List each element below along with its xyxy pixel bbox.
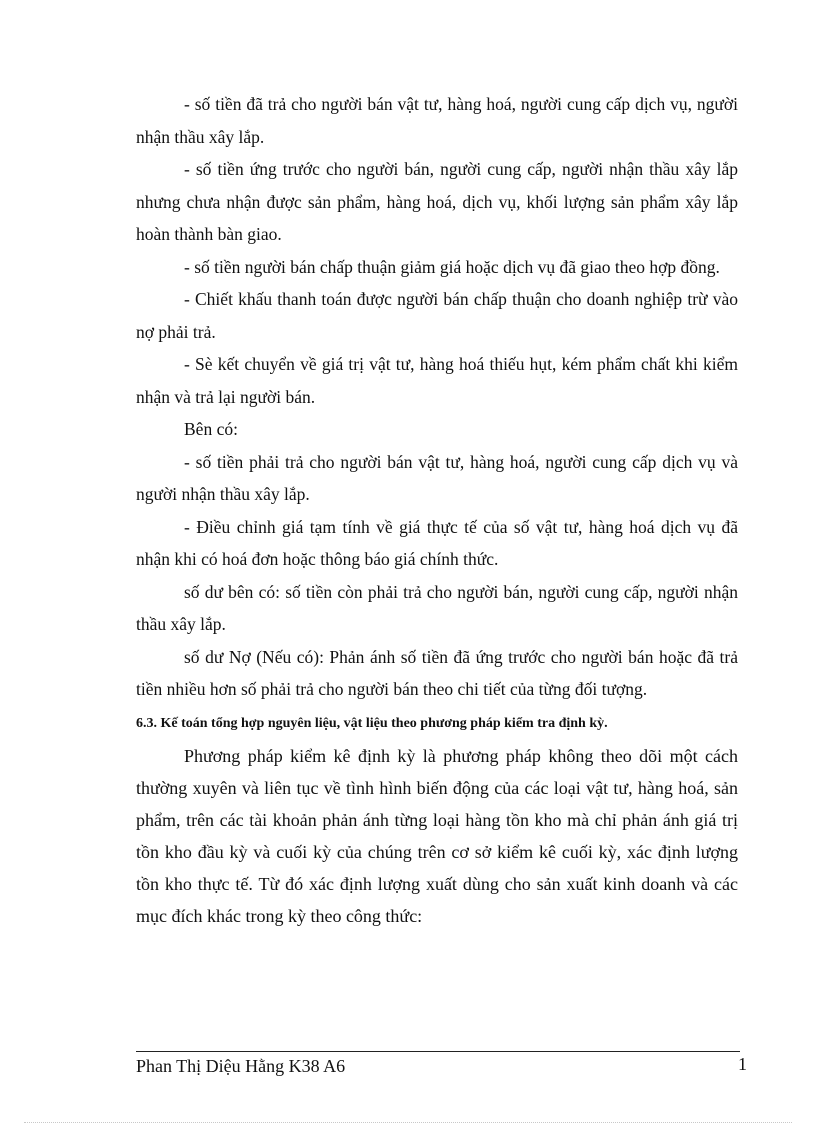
page-number: 1 bbox=[738, 1054, 747, 1074]
paragraph-5: - Sè kết chuyển về giá trị vật tư, hàng hoá thiếu hụt, kém phẩm chất khi kiểm nhận và trả lại người bán. bbox=[136, 354, 738, 407]
paragraph-credit-balance: số dư bên có: số tiền còn phải trả cho người bán, người cung cấp, người nhận thầu xây lắp. bbox=[136, 581, 738, 634]
paragraph-1: - số tiền đã trả cho người bán vật tư, hàng hoá, người cung cấp dịch vụ, người nhận thầu xây lắp. bbox=[136, 94, 738, 147]
document-body bbox=[136, 88, 738, 932]
paragraph-credit-side-label: Bên có: bbox=[184, 419, 238, 439]
section-body-paragraph: Phương pháp kiểm kê định kỳ là phương pháp không theo dõi một cách thường xuyên và liên tục về tình hình biến động của các loại vật tư, hàng hoá, sản phẩm, trên các tài khoản phản ánh từng loại hàng tồn kho mà chỉ phản ánh giá trị tồn kho đầu kỳ và cuối kỳ của chúng trên cơ sở kiểm kê cuối kỳ, xác định lượng tồn kho thực tế. Từ đó xác định lượng xuất dùng cho sản xuất kinh doanh và các mục đích khác trong kỳ theo công thức: bbox=[136, 745, 738, 926]
section-heading: 6.3. Kế toán tổng hợp nguyên liệu, vật liệu theo phương pháp kiểm tra định kỳ. bbox=[136, 715, 608, 731]
footer-author: Phan Thị Diệu Hằng K38 A6 bbox=[136, 1056, 346, 1076]
paragraph-4: - Chiết khấu thanh toán được người bán chấp thuận cho doanh nghiệp trừ vào nợ phải trả. bbox=[136, 289, 738, 342]
footer-divider bbox=[136, 1051, 740, 1052]
paragraph-2: - số tiền ứng trước cho người bán, người cung cấp, người nhận thầu xây lắp nhưng chưa nhận được sản phẩm, hàng hoá, dịch vụ, khối lượng sản phẩm xây lắp hoàn thành bàn giao. bbox=[136, 159, 738, 244]
paragraph-3: - số tiền người bán chấp thuận giảm giá hoặc dịch vụ đã giao theo hợp đồng. bbox=[184, 256, 720, 277]
paragraph-8: - Điều chỉnh giá tạm tính về giá thực tế của số vật tư, hàng hoá dịch vụ đã nhận khi có hoá đơn hoặc thông báo giá chính thức. bbox=[136, 516, 738, 569]
paragraph-7: - số tiền phải trả cho người bán vật tư, hàng hoá, người cung cấp dịch vụ và người nhận thầu xây lắp. bbox=[136, 451, 738, 504]
paragraph-debit-balance: số dư Nợ (Nếu có): Phản ánh số tiền đã ứng trước cho người bán hoặc đã trả tiền nhiều hơn số phải trả cho người bán theo chi tiết của từng đối tượng. bbox=[136, 646, 738, 699]
